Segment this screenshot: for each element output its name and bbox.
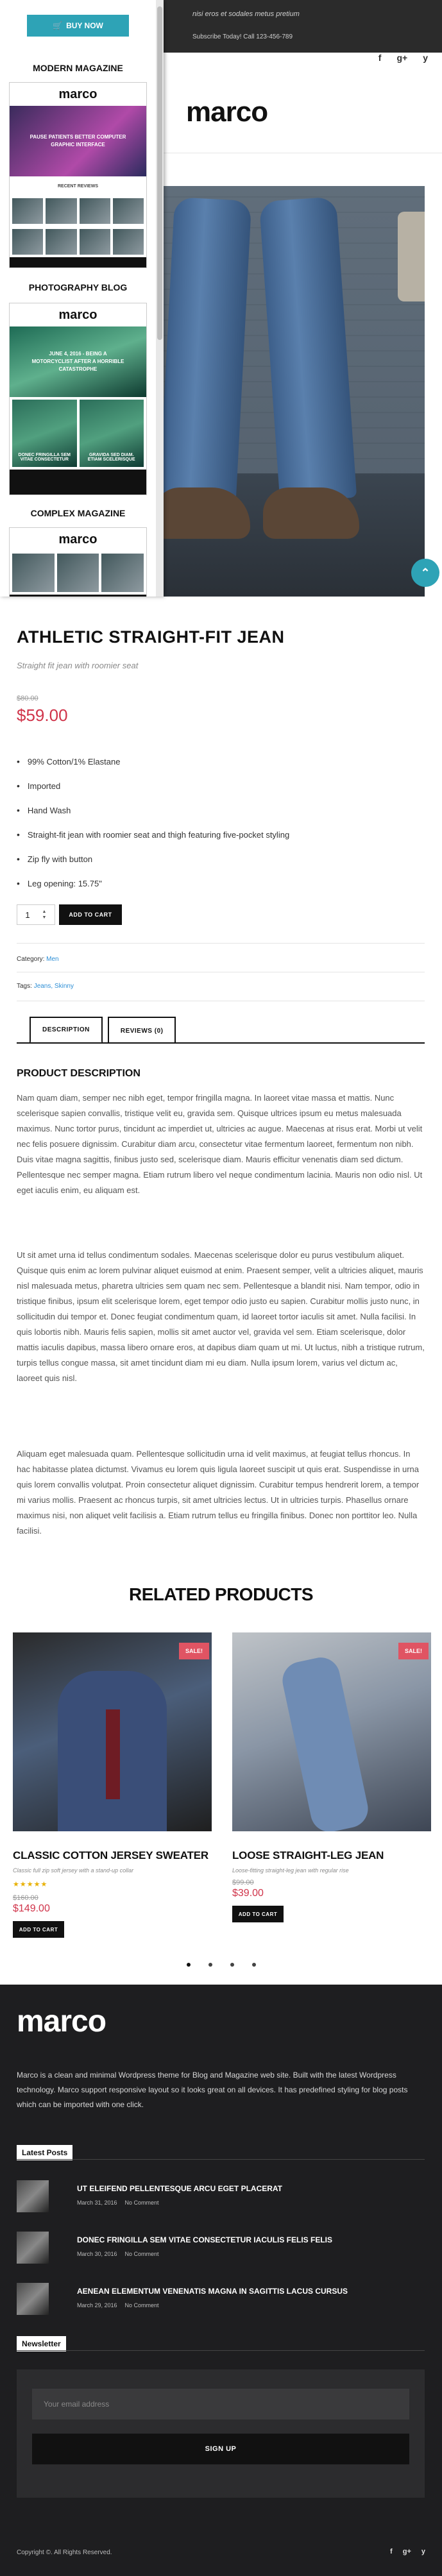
product-tags	[17, 983, 74, 990]
latest-posts-title: Latest Posts	[17, 2145, 72, 2160]
scroll-up-button[interactable]	[411, 559, 439, 587]
related-product-name[interactable]: LOOSE STRAIGHT-LEG JEAN	[232, 1849, 384, 1861]
demo-thumb-card	[12, 400, 77, 467]
product-category	[17, 956, 59, 963]
related-product-subtitle: Classic full zip soft jersey with a stand-up collar	[13, 1867, 134, 1874]
related-product-price-old: $160.00	[13, 1894, 38, 1902]
feature-item: • 99% Cotton/1% Elastane	[17, 749, 289, 774]
product-tie	[106, 1709, 120, 1799]
feature-item: • Hand Wash	[17, 798, 289, 822]
carousel-dot[interactable]	[230, 1963, 234, 1967]
sale-badge: SALE!	[179, 1643, 209, 1659]
feature-item: • Imported	[17, 774, 289, 798]
post-comments[interactable]: No Comment	[124, 2302, 159, 2309]
demo-thumb-banner	[10, 326, 146, 397]
post-date: March 29, 2016	[77, 2302, 117, 2309]
meta-divider	[17, 943, 425, 944]
carousel-dot[interactable]	[208, 1963, 212, 1967]
facebook-icon[interactable]: f	[390, 2548, 393, 2555]
product-subtitle: Straight fit jean with roomier seat	[17, 661, 139, 670]
feature-item: • Straight-fit jean with roomier seat and thigh featuring five-pocket styling	[17, 822, 289, 847]
buy-now-label: BUY NOW	[66, 21, 103, 30]
add-to-cart-button[interactable]: ADD TO CART	[13, 1921, 64, 1938]
add-to-cart-button[interactable]: ADD TO CART	[232, 1906, 284, 1922]
facebook-icon[interactable]: f	[378, 53, 382, 63]
site-footer	[0, 1985, 442, 2576]
rating-stars	[13, 1880, 212, 1889]
category-link[interactable]: Men	[46, 956, 59, 963]
related-product-price: $39.00	[232, 1888, 264, 1899]
tab-reviews[interactable]: REVIEWS (0)	[108, 1017, 176, 1044]
post-meta	[77, 2199, 159, 2206]
carousel-dot[interactable]	[187, 1963, 191, 1967]
related-product-price-old: $99.00	[232, 1879, 254, 1886]
post-comments[interactable]: No Comment	[124, 2251, 159, 2257]
demo-title-photography: PHOTOGRAPHY BLOG	[28, 282, 128, 292]
tab-description[interactable]: DESCRIPTION	[30, 1017, 103, 1044]
demo-thumb-banner	[10, 106, 146, 176]
tab-underline	[17, 1042, 425, 1044]
demo-thumb-section: RECENT REVIEWS	[10, 176, 146, 196]
demo-thumb-modern[interactable]	[9, 82, 147, 268]
product-title: ATHLETIC STRAIGHT-FIT JEAN	[17, 627, 285, 647]
cart-icon: 🛒	[53, 21, 63, 30]
buy-now-button[interactable]	[27, 15, 129, 37]
demo-title-complex: COMPLEX MAGAZINE	[30, 508, 126, 518]
product-price: $59.00	[17, 706, 68, 725]
quantity-stepper[interactable]	[17, 904, 55, 925]
post-meta	[77, 2251, 159, 2257]
footer-about: Marco is a clean and minimal Wordpress theme for Blog and Magazine web site. Built with the latest Wordpress technology. Marco support responsive layout so it looks great on all devices. It has predefined styling for blog posts which can be imported with one click.	[17, 2071, 408, 2109]
demo-thumb-banner-text: PAUSE PATIENTS BETTER COMPUTER GRAPHIC INTERFACE	[30, 134, 126, 148]
demo-side-panel	[0, 0, 164, 597]
related-product-card[interactable]	[232, 1632, 431, 1922]
post-thumbnail[interactable]	[17, 2283, 49, 2315]
google-plus-icon[interactable]: g+	[402, 2548, 411, 2555]
google-plus-icon[interactable]: g+	[396, 53, 408, 63]
youtube-icon[interactable]: y	[423, 53, 428, 63]
description-paragraph: Ut sit amet urna id tellus condimentum sodales. Maecenas scelerisque dolor eu purus vestibulum aliquet. Quisque quis enim ac lorem pulvinar aliquet euismod at enim. Praesent semper, velit a ultricies aliquet, mauris nisl malesuada metus, pharetra ultricies sem quam nec sem. Pellentesque a blandit nisi. Nam tempor, odio in tristique finibus, ipsum elit scelerisque lorem, eget tempor odio justo eu sapien. Curabitur mollis justo nunc, in sollicitudin dui tempor et. Donec feugiat condimentum quam, id laoreet tortor iaculis sit amet. Nulla facilisi. In quis lobortis nibh. Mauris felis sapien, mollis sit amet auctor vel, gravida vel sem. Etiam scelerisque, dolor mattis iaculis dapibus, massa libero ornare eros, at dapibus diam quam ut mi. Ut luctus, nibh a tristique rutrum, turpis tellus congue massa, sit amet tincidunt diam mi eu diam. Nulla ipsum lorem, varius vel dictum ac, laoreet quis nisl.	[17, 1250, 425, 1383]
feature-list	[17, 749, 289, 895]
latest-post[interactable]	[17, 2232, 427, 2270]
demo-thumb-banner-text: JUNE 4, 2016 - BEING A MOTORCYCLIST AFTER A HORRIBLE CATASTROPHE	[31, 351, 124, 372]
post-meta	[77, 2302, 159, 2309]
sale-badge: SALE!	[398, 1643, 429, 1659]
latest-post[interactable]	[17, 2180, 427, 2219]
demo-thumb-logo: marco	[10, 528, 146, 551]
related-product-name[interactable]: CLASSIC COTTON JERSEY SWEATER	[13, 1849, 208, 1861]
demo-thumb-card-title: GRAVIDA SED DIAM. ETIAM SCELERISQUE	[87, 453, 135, 462]
star-icon: ★★★★★	[13, 1881, 48, 1888]
panel-scroll-thumb[interactable]	[157, 6, 162, 340]
post-title[interactable]: AENEAN ELEMENTUM VENENATIS MAGNA IN SAGITTIS LACUS CURSUS	[77, 2287, 348, 2296]
copyright-text: Copyright ©. All Rights Reserved.	[17, 2549, 112, 2556]
top-bar-ticker: nisi eros et sodales metus pretium	[192, 10, 300, 18]
site-logo[interactable]: marco	[186, 96, 268, 128]
post-comments[interactable]: No Comment	[124, 2199, 159, 2206]
post-thumbnail[interactable]	[17, 2232, 49, 2264]
product-price-old: $80.00	[17, 695, 38, 702]
signup-button[interactable]: SIGN UP	[32, 2434, 409, 2464]
footer-heading-rule	[17, 2159, 425, 2160]
post-thumbnail[interactable]	[17, 2180, 49, 2212]
category-label: Category:	[17, 956, 45, 963]
demo-thumb-row	[10, 551, 146, 595]
header-social	[378, 53, 428, 63]
related-product-image[interactable]	[13, 1632, 212, 1831]
demo-thumb-logo: marco	[10, 83, 146, 106]
demo-thumb-row	[10, 196, 146, 226]
newsletter-title: Newsletter	[17, 2336, 66, 2351]
demo-thumb-logo: marco	[10, 303, 146, 326]
related-products-title: RELATED PRODUCTS	[128, 1584, 314, 1604]
post-title[interactable]: DONEC FRINGILLA SEM VITAE CONSECTETUR IACULIS FELIS FELIS	[77, 2235, 333, 2244]
add-to-cart-button[interactable]: ADD TO CART	[59, 904, 122, 925]
newsletter-email-input[interactable]: Your email address	[32, 2389, 409, 2419]
demo-thumb-photography[interactable]	[9, 303, 147, 495]
demo-thumb-row	[10, 226, 146, 257]
description-paragraph: Nam quam diam, semper nec nibh eget, tempor fringilla magna. In laoreet vitae massa et mattis. Nunc scelerisque sapien convallis, tristique velit eu, gravida sem. Quisque ultrices ipsum eu metus malesuada maximus. Nunc tortor purus, tincidunt ac imperdiet ut, ultricies ac augue. Maecenas at risus erat. Morbi ut velit nec felis posuere dignissim. Curabitur diam arcu, consectetur vitae fermentum laoreet, fermentum non nibh. Duis vitae magna sagittis, finibus justo sed, scelerisque diam. Mauris efficitur venenatis diam sed dictum. Pellentesque nec semper magna. Etiam rutrum libero vel neque condimentum lacinia. Mauris non odio nisl. Ut eget iaculis enim, eu aliquam est.	[17, 1093, 423, 1195]
hero-cup	[398, 212, 425, 301]
product-figure	[279, 1654, 371, 1831]
top-bar-contact: Subscribe Today! Call 123-456-789	[192, 33, 293, 40]
feature-item: • Leg opening: 15.75"	[17, 871, 289, 895]
chevron-up-icon: ⌃	[420, 566, 430, 579]
demo-thumb-cards	[10, 397, 146, 470]
post-date: March 30, 2016	[77, 2251, 117, 2257]
tags-link[interactable]: Jeans, Skinny	[33, 983, 74, 990]
product-tabs	[30, 1017, 176, 1044]
post-date: March 31, 2016	[77, 2199, 117, 2206]
footer-logo[interactable]: marco	[17, 2004, 106, 2038]
demo-thumb-card	[80, 400, 144, 467]
related-product-subtitle: Loose-fitting straight-leg jean with regular rise	[232, 1867, 349, 1874]
demo-title-modern: MODERN MAGAZINE	[33, 63, 123, 73]
demo-thumb-complex[interactable]	[9, 527, 147, 597]
youtube-icon[interactable]: y	[421, 2548, 425, 2555]
description-paragraph: Aliquam eget malesuada quam. Pellentesque sollicitudin urna id velit maximus, at feugiat tellus rhoncus. In hac habitasse platea dictumst. Vivamus eu lorem quis ligula laoreet suscipit ut quis erat. Suspendisse in urna quis lorem convallis volutpat. Proin consectetur aliquet dignissim. Curabitur tempus hendrerit lorem, a tempor mi varius mollis. Praesent ac rhoncus turpis, sit amet ultricies lectus. Ut in ultricies turpis. Phasellus ornare maximus nisi, non aliquet velit facilisis a. Etiam rutrum tellus eu fringilla finibus. Donec non porttitor leo. Nulla facilisi.	[17, 1449, 420, 1536]
related-product-card[interactable]	[13, 1632, 212, 1938]
demo-thumb-card-title: DONEC FRINGILLA SEM VITAE CONSECTETUR	[18, 453, 71, 462]
quantity-value[interactable]: 1	[25, 910, 30, 920]
post-title[interactable]: UT ELEIFEND PELLENTESQUE ARCU EGET PLACERAT	[77, 2184, 283, 2193]
description-title: PRODUCT DESCRIPTION	[17, 1068, 140, 1079]
latest-post[interactable]	[17, 2283, 427, 2321]
feature-item: • Zip fly with button	[17, 847, 289, 871]
related-product-image[interactable]	[232, 1632, 431, 1831]
carousel-dots	[0, 1963, 442, 1967]
related-product-price: $149.00	[13, 1903, 50, 1914]
stepper-arrows-icon[interactable]: ▲ ▼	[42, 910, 47, 920]
carousel-dot[interactable]	[252, 1963, 256, 1967]
footer-heading-rule	[17, 2350, 425, 2351]
panel-scrollbar[interactable]	[156, 0, 164, 597]
tags-label: Tags:	[17, 983, 32, 990]
footer-social	[390, 2548, 425, 2555]
buy-now-wrapper	[0, 0, 156, 51]
hero-leg-left	[159, 197, 251, 502]
